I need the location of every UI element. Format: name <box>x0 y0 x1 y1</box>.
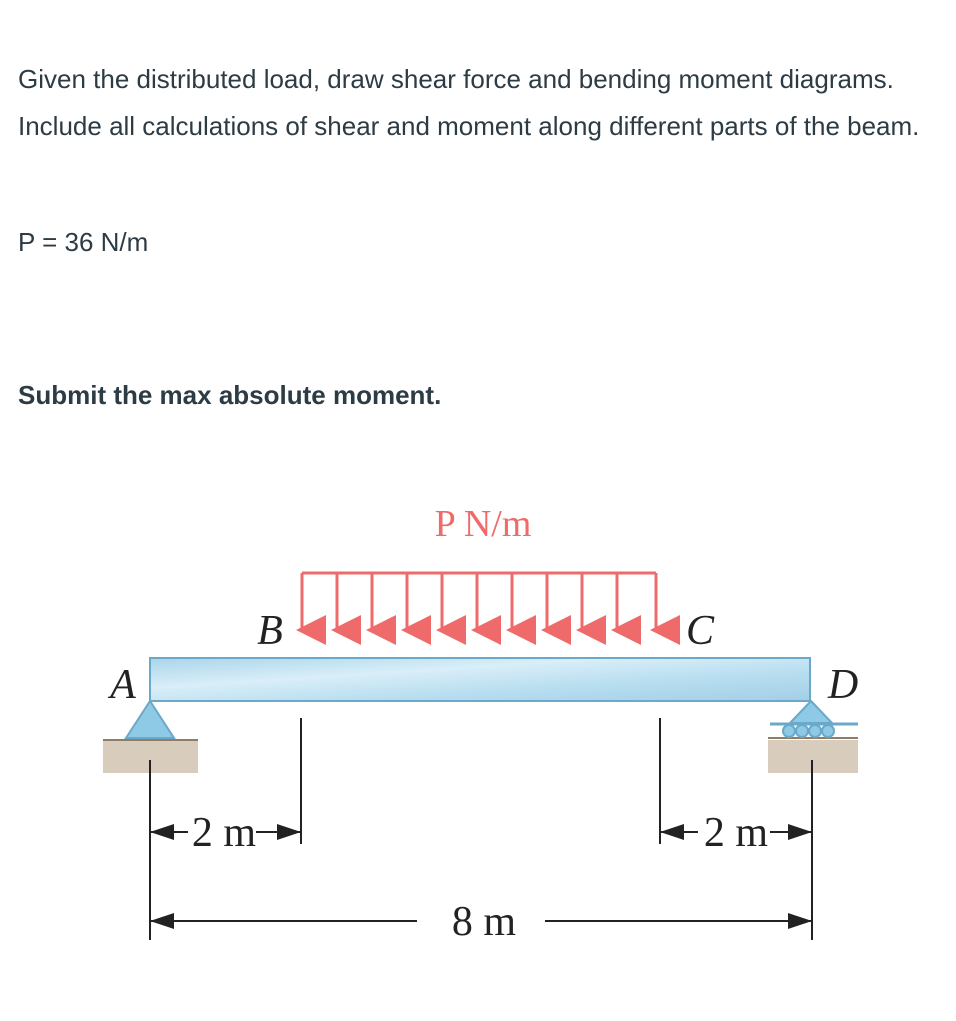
left-span-label: 2 m <box>191 810 257 856</box>
point-label-c: C <box>685 608 715 654</box>
problem-statement: Given the distributed load, draw shear force and bending moment diagrams. Include all calculations of shear and moment along different parts of the beam. <box>18 64 920 141</box>
point-label-d: D <box>827 662 859 708</box>
load-label: P N/m <box>434 503 532 545</box>
question-text <box>18 56 938 150</box>
beam <box>150 658 810 701</box>
total-span-label: 8 m <box>451 899 517 945</box>
right-span-label: 2 m <box>703 810 769 856</box>
distributed-load <box>302 573 656 630</box>
point-label-b: B <box>257 608 283 654</box>
submit-instruction: Submit the max absolute moment. <box>18 380 442 410</box>
point-label-a: A <box>110 662 136 708</box>
beam-diagram <box>0 480 956 1021</box>
load-value: P = 36 N/m <box>18 227 149 257</box>
